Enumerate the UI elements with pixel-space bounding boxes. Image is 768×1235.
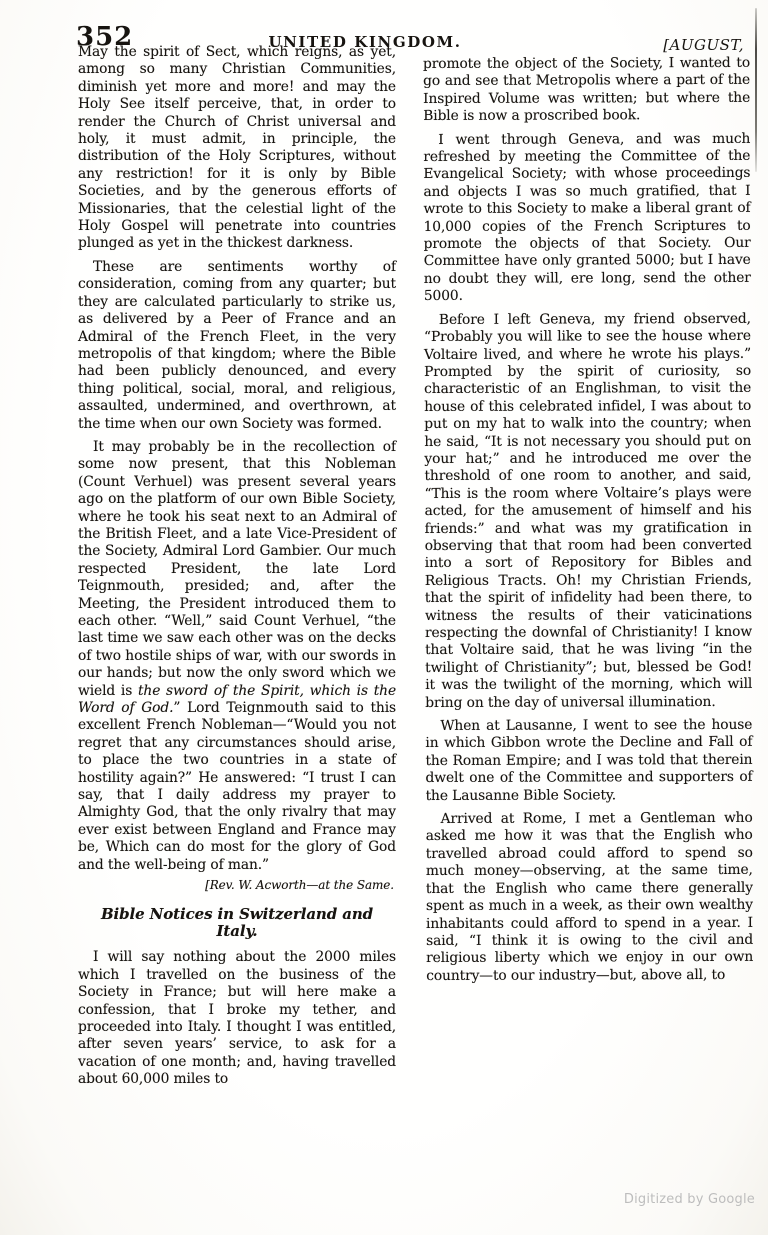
italic-text-segment: the sword of the Spirit, which is the Word of God. (78, 682, 397, 717)
issue-date-label: [AUGUST, (663, 36, 744, 54)
text-segment: I went through Geneva, and was much refreshed by meeting the Committee of the Evangelical Society; with whose proceedings and objects I was so much gratified, that I wrote to this Society to make a liberal grant of 10,000 copies of the French Scriptures to promote the objects of that Society. Our Committee have only granted 5000; but I have no doubt they will, ere long, send the other 5000. (423, 130, 751, 305)
text-segment: It may probably be in the recollection of some now present, that this Nobleman (Count Verhuel) was present several years ago on the platform of our own Bible Society, where he took his seat next to an Admiral of the British Fleet, and a late Vice-President of the Society, Admiral Lord Gambier. Our much respected President, the late Lord Teignmouth, presided; and, after the Meeting, the President introduced them to each other. “Well,” said Count Verhuel, “the last time we saw each other was on the decks of two hostile ships of war, with our swords in our hands; but now the only sword which we wield is (78, 438, 396, 699)
paragraph (423, 55, 750, 126)
section-heading (78, 906, 396, 941)
text-segment: These are sentiments worthy of consideration, coming from any quarter; but they are calculated particularly to strike us, as delivered by a Peer of France and an Admiral of the French Fleet, in the very metropolis of that kingdom; where the Bible had been publicly denounced, and every thing political, social, moral, and religious, assaulted, undermined, and overthrown, at the time when our own Society was formed. (78, 258, 396, 432)
paragraph (78, 259, 396, 433)
paragraph (78, 439, 396, 874)
right-column (423, 55, 753, 985)
text-segment: Before I left Geneva, my friend observed, “Probably you will like to see the house where Voltaire lived, and where he wrote his plays.” Prompted by the spirit of curiosity, so characteristic of an Englishman, to visit the house of this celebrated infidel, I was about to put on my hat to walk into the country; when he said, “It is not necessary you should put on your hat;” and he introduced me over the threshold of one room to another, and said, “This is the room where Voltaire’s plays were acted, for the amusement of himself and his friends:” and what was my gratification in observing that that room had been converted into a sort of Repository for Bibles and Religious Tracts. Oh! my Christian Friends, that the spirit of infidelity had been there, to witness the results of their vaticinations respecting the downfal of Christianity! I know that Voltaire said, that he was living “in the twilight of Christianity”; but, blessed be God! it was the twilight of the morning, which will bring on the day of universal illumination. (423, 310, 753, 711)
text-segment: May the spirit of Sect, which reigns, as yet, among so many Christian Communities, diminish yet more and more! and may the Holy See itself perceive, that, in order to render the Church of Christ universal and holy, it must admit, in principle, the distribution of the Holy Scriptures, without any restriction! for it is only by Bible Societies, and by the generous efforts of Missionaries, that the celestial light of the Holy Gospel will penetrate into countries plunged as yet in the thickest darkness. (78, 44, 396, 252)
text-segment: When at Lausanne, I went to see the house in which Gibbon wrote the Decline and Fall of the Roman Empire; and I was told that therein dwelt one of the Committee and supporters of the Lausanne Bible Society. (425, 716, 753, 804)
paragraph (425, 717, 752, 805)
text-segment: [Rev. W. Acworth—at the Same. (205, 878, 394, 893)
scan-artifact-line (755, 8, 757, 172)
text-segment: ” Lord Teignmouth said to this excellent French Nobleman—“Would you not regret that any circumstances should arise, to place the two countries in a state of hostility again?” He answered: “I trust I can say, that I daily address my prayer to Almighty God, that the only rivalry that may ever exist between England and France may be, Which can do most for the glory of God and the well-being of man.” (78, 700, 396, 873)
paragraph (423, 130, 751, 305)
running-title: UNITED KINGDOM. (268, 33, 462, 51)
digitized-by-watermark: Digitized by Google (623, 1192, 755, 1207)
page-number: 352 (76, 22, 134, 52)
paragraph (78, 44, 396, 253)
text-segment: I will say nothing about the 2000 miles which I travelled on the business of the Society in France; but will here make a confession, that I broke my tether, and proceeded into Italy. I thought I was entitled, after seven years’ service, to ask for a vacation of one month; and, having travelled about 60,000 miles to (78, 949, 396, 1088)
text-segment: Arrived at Rome, I met a Gentleman who asked me how it was that the English who travelled abroad could afford to spend so much money—observing, at the same time, that the English who came there generally spent as much in a week, as their own wealthy inhabitants could afford to spend in a year. I said, “I think it is owing to the civil and religious liberty which we enjoy in our own country—to our industry—but, above all, to (425, 809, 754, 984)
text-segment: promote the object of the Society, I wanted to go and see that Metropolis where a part of the Inspired Volume was written; but where the Bible is now a proscribed book. (423, 54, 751, 125)
paragraph (426, 810, 754, 985)
paragraph (424, 311, 752, 712)
text-segment: Bible Notices in Switzerland and Italy. (100, 904, 374, 940)
attribution-line (78, 877, 396, 894)
left-column (78, 44, 396, 1089)
paragraph (78, 949, 396, 1088)
